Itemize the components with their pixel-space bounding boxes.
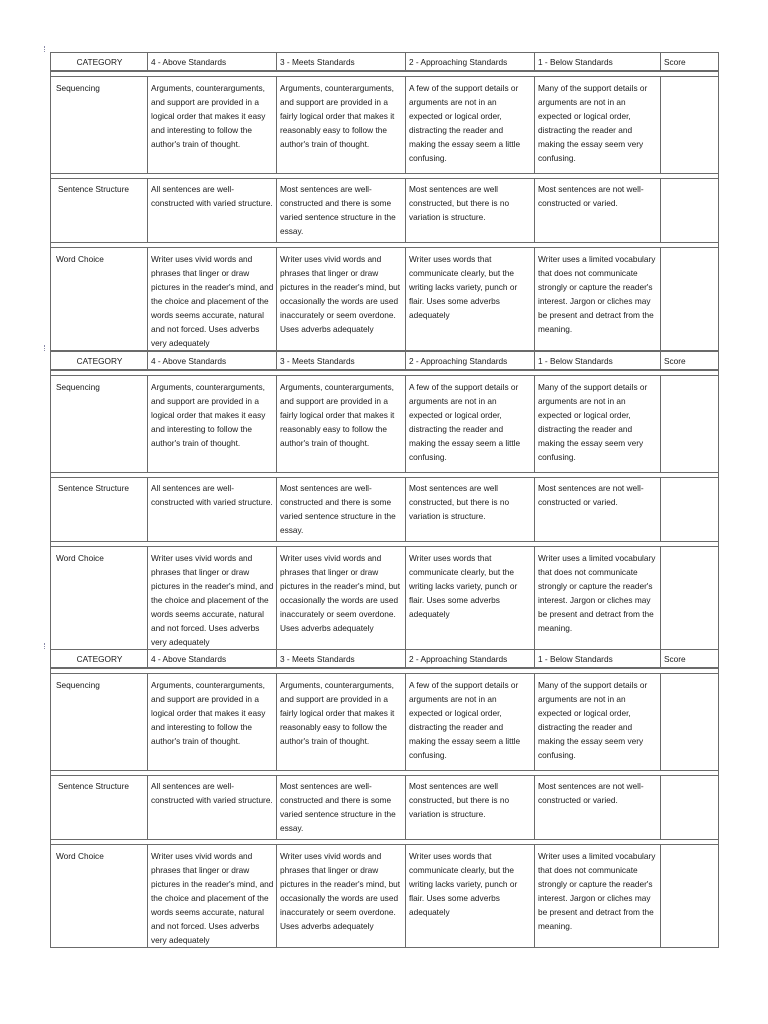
criteria-cell: Writer uses vivid words and phrases that linger or draw pictures in the reader's mind, but occasionally the words are used inaccurately or seem overdone. Uses adverbs adequately	[277, 547, 406, 650]
criteria-cell: Writer uses a limited vocabulary that does not communicate strongly or capture the reader's interest. Jargon or cliches may be present and detract from the meaning.	[535, 845, 661, 948]
category-label: Word Choice	[51, 248, 148, 351]
criteria-cell: Writer uses vivid words and phrases that linger or draw pictures in the reader's mind, and the choice and placement of the words seems accurate, natural and not forced. Uses adverbs very adequately	[148, 547, 277, 650]
criteria-cell: Arguments, counterarguments, and support are provided in a fairly logical order that makes it reasonably easy to follow the author's train of thought.	[277, 77, 406, 174]
criteria-cell: Arguments, counterarguments, and support are provided in a fairly logical order that makes it reasonably easy to follow the author's train of thought.	[277, 376, 406, 473]
header-cell: CATEGORY	[51, 650, 148, 669]
criteria-cell: Writer uses vivid words and phrases that linger or draw pictures in the reader's mind, and the choice and placement of the words seems accurate, natural and not forced. Uses adverbs very adequately	[148, 845, 277, 948]
header-cell: 1 - Below Standards	[535, 53, 661, 72]
rubric-table-2	[50, 351, 719, 650]
header-row	[51, 650, 719, 669]
header-cell: 2 - Approaching Standards	[406, 650, 535, 669]
header-cell: 2 - Approaching Standards	[406, 53, 535, 72]
category-label: Sentence Structure	[51, 776, 148, 840]
row-sequencing	[51, 77, 719, 174]
header-cell: 3 - Meets Standards	[277, 53, 406, 72]
criteria-cell: Many of the support details or arguments are not in an expected or logical order, distracting the reader and making the essay seem very confusing.	[535, 77, 661, 174]
criteria-cell: Most sentences are not well-constructed or varied.	[535, 478, 661, 542]
row-word-choice	[51, 845, 719, 948]
criteria-cell: A few of the support details or arguments are not in an expected or logical order, distracting the reader and making the essay seem a little confusing.	[406, 77, 535, 174]
rubric-table-1	[50, 52, 719, 351]
criteria-cell: Writer uses vivid words and phrases that linger or draw pictures in the reader's mind, and the choice and placement of the words seems accurate, natural and not forced. Uses adverbs very adequately	[148, 248, 277, 351]
header-cell: 1 - Below Standards	[535, 352, 661, 371]
criteria-cell: All sentences are well-constructed with varied structure.	[148, 179, 277, 243]
header-cell: 4 - Above Standards	[148, 352, 277, 371]
header-cell: Score	[661, 352, 719, 371]
criteria-cell: Arguments, counterarguments, and support are provided in a logical order that makes it easy and interesting to follow the author's train of thought.	[148, 77, 277, 174]
criteria-cell: Most sentences are well constructed, but there is no variation is structure.	[406, 179, 535, 243]
category-label: Word Choice	[51, 547, 148, 650]
criteria-cell: Writer uses vivid words and phrases that linger or draw pictures in the reader's mind, but occasionally the words are used inaccurately or seem overdone. Uses adverbs adequately	[277, 845, 406, 948]
criteria-cell: A few of the support details or arguments are not in an expected or logical order, distracting the reader and making the essay seem a little confusing.	[406, 376, 535, 473]
criteria-cell: Arguments, counterarguments, and support are provided in a logical order that makes it easy and interesting to follow the author's train of thought.	[148, 674, 277, 771]
criteria-cell: Many of the support details or arguments are not in an expected or logical order, distracting the reader and making the essay seem very confusing.	[535, 674, 661, 771]
category-label: Sequencing	[51, 376, 148, 473]
criteria-cell: Writer uses a limited vocabulary that does not communicate strongly or capture the reader's interest. Jargon or cliches may be present and detract from the meaning.	[535, 248, 661, 351]
row-sequencing	[51, 674, 719, 771]
criteria-cell: Writer uses words that communicate clearly, but the writing lacks variety, punch or flair. Uses some adverbs adequately	[406, 845, 535, 948]
row-sentence-structure	[51, 776, 719, 840]
criteria-cell: Most sentences are well-constructed and there is some varied sentence structure in the essay.	[277, 179, 406, 243]
criteria-cell: Arguments, counterarguments, and support are provided in a fairly logical order that makes it reasonably easy to follow the author's train of thought.	[277, 674, 406, 771]
criteria-cell: Writer uses vivid words and phrases that linger or draw pictures in the reader's mind, but occasionally the words are used inaccurately or seem overdone. Uses adverbs adequately	[277, 248, 406, 351]
row-sentence-structure	[51, 478, 719, 542]
criteria-cell: Writer uses words that communicate clearly, but the writing lacks variety, punch or flair. Uses some adverbs adequately	[406, 547, 535, 650]
header-cell: CATEGORY	[51, 53, 148, 72]
criteria-cell: Writer uses words that communicate clearly, but the writing lacks variety, punch or flair. Uses some adverbs adequately	[406, 248, 535, 351]
header-cell: CATEGORY	[51, 352, 148, 371]
criteria-cell: Most sentences are well constructed, but there is no variation is structure.	[406, 776, 535, 840]
header-cell: 1 - Below Standards	[535, 650, 661, 669]
header-row	[51, 352, 719, 371]
rubric-table-3	[50, 649, 719, 948]
row-word-choice	[51, 547, 719, 650]
score-cell	[661, 674, 719, 771]
header-cell: 3 - Meets Standards	[277, 352, 406, 371]
row-sentence-structure	[51, 179, 719, 243]
category-label: Sequencing	[51, 674, 148, 771]
header-cell: 4 - Above Standards	[148, 650, 277, 669]
row-sequencing	[51, 376, 719, 473]
criteria-cell: Writer uses a limited vocabulary that does not communicate strongly or capture the reader's interest. Jargon or cliches may be present and detract from the meaning.	[535, 547, 661, 650]
score-cell	[661, 376, 719, 473]
header-cell: Score	[661, 53, 719, 72]
score-cell	[661, 179, 719, 243]
criteria-cell: All sentences are well-constructed with varied structure.	[148, 776, 277, 840]
score-cell	[661, 248, 719, 351]
header-cell: 2 - Approaching Standards	[406, 352, 535, 371]
criteria-cell: Most sentences are not well-constructed or varied.	[535, 179, 661, 243]
score-cell	[661, 547, 719, 650]
score-cell	[661, 77, 719, 174]
criteria-cell: All sentences are well-constructed with varied structure.	[148, 478, 277, 542]
header-row	[51, 53, 719, 72]
row-word-choice	[51, 248, 719, 351]
score-cell	[661, 845, 719, 948]
criteria-cell: Most sentences are well-constructed and there is some varied sentence structure in the essay.	[277, 478, 406, 542]
header-cell: 4 - Above Standards	[148, 53, 277, 72]
score-cell	[661, 478, 719, 542]
header-cell: Score	[661, 650, 719, 669]
criteria-cell: Most sentences are well-constructed and there is some varied sentence structure in the essay.	[277, 776, 406, 840]
criteria-cell: Most sentences are not well-constructed or varied.	[535, 776, 661, 840]
category-label: Sentence Structure	[51, 179, 148, 243]
category-label: Sentence Structure	[51, 478, 148, 542]
criteria-cell: Most sentences are well constructed, but there is no variation is structure.	[406, 478, 535, 542]
criteria-cell: A few of the support details or arguments are not in an expected or logical order, distracting the reader and making the essay seem a little confusing.	[406, 674, 535, 771]
criteria-cell: Many of the support details or arguments are not in an expected or logical order, distracting the reader and making the essay seem very confusing.	[535, 376, 661, 473]
score-cell	[661, 776, 719, 840]
category-label: Sequencing	[51, 77, 148, 174]
category-label: Word Choice	[51, 845, 148, 948]
header-cell: 3 - Meets Standards	[277, 650, 406, 669]
criteria-cell: Arguments, counterarguments, and support are provided in a logical order that makes it easy and interesting to follow the author's train of thought.	[148, 376, 277, 473]
